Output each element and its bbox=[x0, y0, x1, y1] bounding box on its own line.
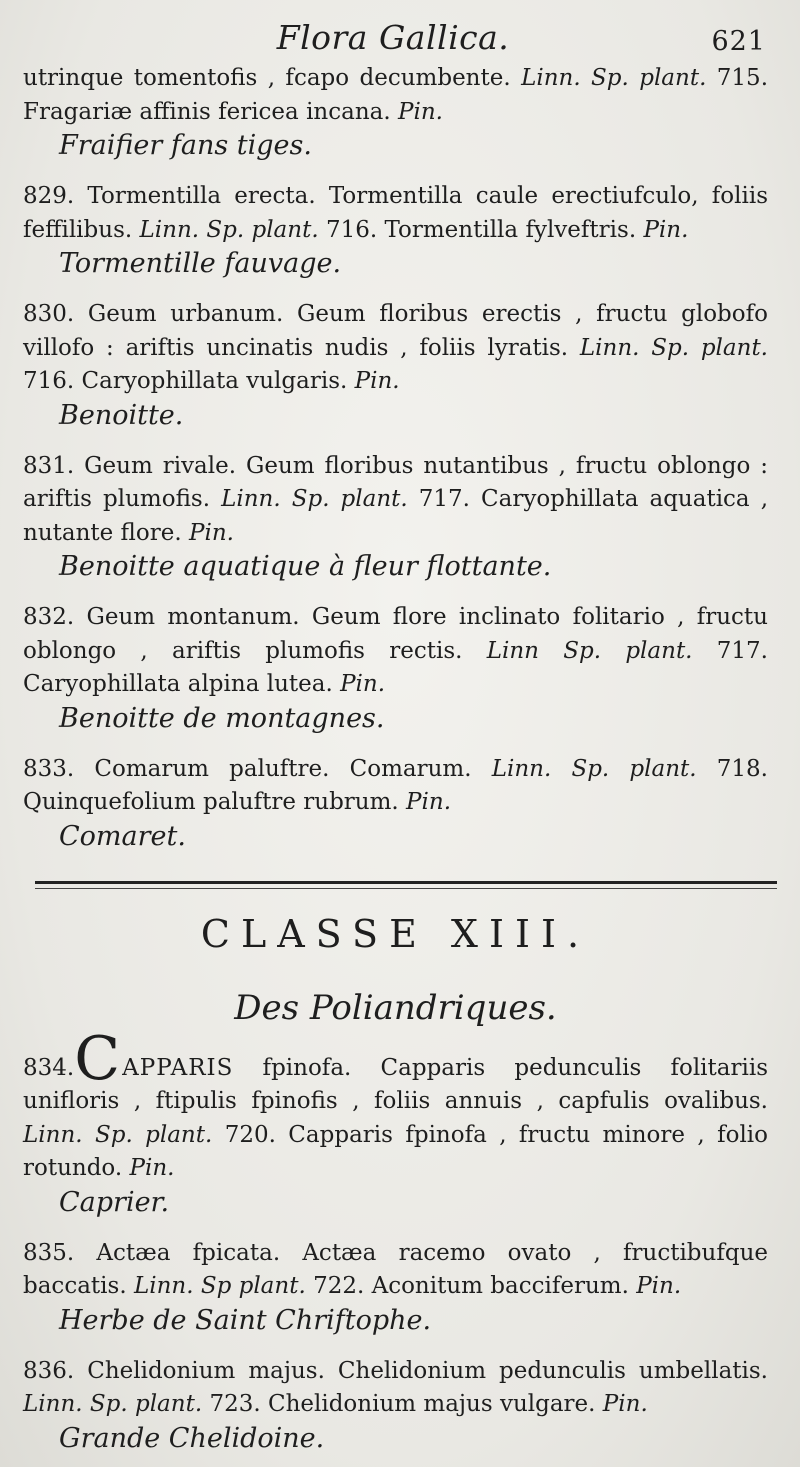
entry-body: fpinofa. Capparis pedunculis folitariis unifloris , ftipulis fpinofis , foliis annuis , capfulis ovalibus. Linn. Sp. plant. 720. Capparis fpinofa , fructu minore , folio rotundo. Pin. bbox=[23, 1054, 769, 1181]
entry-text: 829. Tormentilla erecta. Tormentilla caule erectiufculo, foliis feffilibus. Linn. Sp. plant. 716. Tormentilla fylveftris. Pin. bbox=[23, 183, 768, 243]
entry-text: 836. Chelidonium majus. Chelidonium pedunculis umbellatis. Linn. Sp. plant. 723. Chelidonium majus vulgare. Pin. bbox=[23, 1357, 768, 1417]
entry-text: 835. Actæa fpicata. Actæa racemo ovato , fructibufque baccatis. Linn. Sp plant. 722. Aconitum bacciferum. Pin. bbox=[23, 1239, 768, 1299]
french-name: Fraifier fans tiges. bbox=[59, 130, 312, 161]
small-caps-word: APPARIS bbox=[122, 1054, 234, 1081]
entry bbox=[23, 62, 768, 162]
entry bbox=[23, 753, 768, 853]
entry-text: 831. Geum rivale. Geum floribus nutantibus , fructu oblongo : ariftis plumofis. Linn. Sp. plant. 717. Caryophillata aquatica , nutante flore. Pin. bbox=[23, 452, 769, 546]
entry bbox=[23, 1237, 768, 1337]
entry bbox=[23, 450, 768, 584]
entry bbox=[23, 1355, 768, 1455]
french-name: Tormentille fauvage. bbox=[59, 248, 342, 279]
section-heading: Des Poliandriques. bbox=[234, 987, 557, 1028]
entry bbox=[23, 601, 768, 735]
drop-cap: C bbox=[74, 1023, 121, 1094]
french-name: Comaret. bbox=[59, 820, 186, 852]
french-name: Herbe de Saint Chriftophe. bbox=[59, 1304, 432, 1336]
entry-834 bbox=[23, 1023, 769, 1219]
french-name: Caprier. bbox=[59, 1186, 170, 1218]
entry-text: 832. Geum montanum. Geum flore inclinato folitario , fructu oblongo , ariftis plumofis rectis. Linn Sp. plant. 717. Caryophillata alpina lutea. Pin. bbox=[23, 604, 768, 697]
french-name: Benoitte. bbox=[59, 399, 184, 431]
page-body bbox=[23, 62, 768, 1455]
class-heading: CLASSE XIII. bbox=[200, 911, 591, 956]
entry bbox=[23, 298, 768, 432]
entry-text: 830. Geum urbanum. Geum floribus erectis , fructu globofo villofo : ariftis uncinatis nudis , foliis lyratis. Linn. Sp. plant. 716. Caryophillata vulgaris. Pin. bbox=[23, 301, 768, 394]
entry-text: 833. Comarum paluftre. Comarum. Linn. Sp. plant. 718. Quinquefolium paluftre rubrum. Pin. bbox=[23, 755, 768, 815]
french-name: Benoitte aquatique à fleur flottante. bbox=[59, 551, 552, 582]
entry bbox=[23, 180, 768, 280]
entry-number: 834. bbox=[23, 1054, 75, 1081]
running-title: Flora Gallica. bbox=[276, 18, 510, 57]
entry-text: utrinque tomentofis , fcapo decumbente. Linn. Sp. plant. 715. Fragariæ affinis fericea incana. Pin. bbox=[23, 65, 769, 125]
entry-text bbox=[23, 1023, 769, 1186]
entries-list-2 bbox=[23, 1237, 768, 1455]
entries-list bbox=[23, 62, 768, 853]
french-name: Benoitte de montagnes. bbox=[59, 702, 385, 734]
french-name: Grande Chelidoine. bbox=[59, 1422, 325, 1454]
page-number: 621 bbox=[711, 26, 766, 57]
section-rule bbox=[35, 881, 777, 889]
